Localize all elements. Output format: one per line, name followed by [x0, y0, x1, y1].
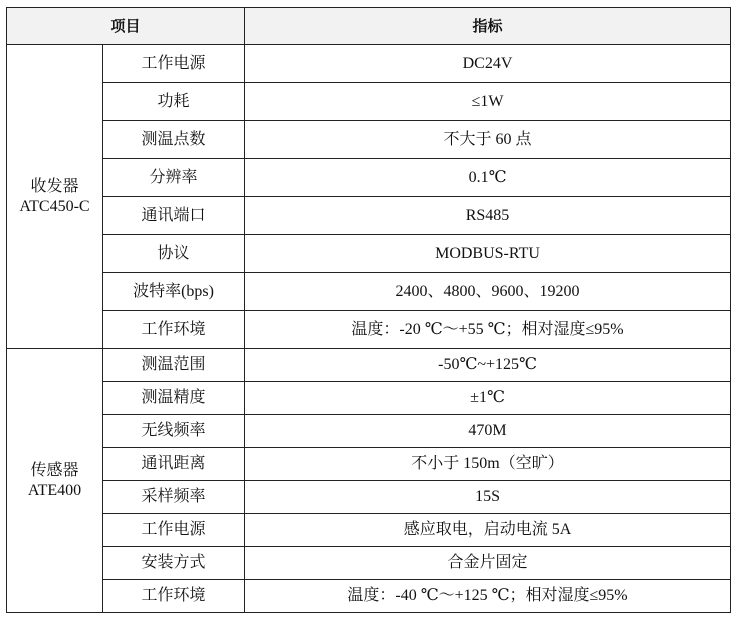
value-cell: 感应取电，启动电流 5A	[245, 514, 731, 547]
value-cell: -50℃~+125℃	[245, 349, 731, 382]
param-cell: 工作电源	[103, 514, 245, 547]
table-row	[7, 83, 731, 121]
table-row	[7, 235, 731, 273]
header-item: 项目	[7, 8, 245, 45]
param-cell: 分辨率	[103, 159, 245, 197]
value-cell: 0.1℃	[245, 159, 731, 197]
param-cell: 通讯端口	[103, 197, 245, 235]
value-cell: DC24V	[245, 45, 731, 83]
value-cell: 不大于 60 点	[245, 121, 731, 159]
table-row	[7, 121, 731, 159]
param-cell: 波特率(bps)	[103, 273, 245, 311]
table-row	[7, 197, 731, 235]
value-cell: 不小于 150m（空旷）	[245, 448, 731, 481]
table-row	[7, 311, 731, 349]
param-cell: 无线频率	[103, 415, 245, 448]
value-cell: 470M	[245, 415, 731, 448]
table-row	[7, 514, 731, 547]
param-cell: 协议	[103, 235, 245, 273]
group-model: ATE400	[27, 481, 82, 499]
table-row	[7, 273, 731, 311]
header-row	[7, 8, 731, 45]
param-cell: 安装方式	[103, 547, 245, 580]
param-cell: 工作环境	[103, 311, 245, 349]
value-cell: ≤1W	[245, 83, 731, 121]
value-cell: 15S	[245, 481, 731, 514]
table-row	[7, 349, 731, 382]
table-row	[7, 382, 731, 415]
value-cell: 2400、4800、9600、19200	[245, 273, 731, 311]
group-model: ATC450-C	[19, 197, 90, 215]
param-cell: 工作电源	[103, 45, 245, 83]
table-row	[7, 45, 731, 83]
table-row	[7, 415, 731, 448]
value-cell: RS485	[245, 197, 731, 235]
value-cell: 温度：-20 ℃～+55 ℃；相对湿度≤95%	[245, 311, 731, 349]
param-cell: 采样频率	[103, 481, 245, 514]
group-name: 传感器	[30, 461, 79, 479]
value-cell: 温度：-40 ℃～+125 ℃；相对湿度≤95%	[245, 580, 731, 613]
value-cell: MODBUS-RTU	[245, 235, 731, 273]
header-spec: 指标	[245, 8, 731, 45]
param-cell: 测温点数	[103, 121, 245, 159]
group-sensor	[7, 349, 103, 613]
param-cell: 工作环境	[103, 580, 245, 613]
spec-table	[6, 7, 731, 613]
param-cell: 测温精度	[103, 382, 245, 415]
table-row	[7, 481, 731, 514]
param-cell: 功耗	[103, 83, 245, 121]
param-cell: 测温范围	[103, 349, 245, 382]
param-cell: 通讯距离	[103, 448, 245, 481]
group-name: 收发器	[30, 177, 79, 195]
value-cell: ±1℃	[245, 382, 731, 415]
table-row	[7, 547, 731, 580]
table-row	[7, 159, 731, 197]
value-cell: 合金片固定	[245, 547, 731, 580]
table-row	[7, 580, 731, 613]
table-row	[7, 448, 731, 481]
group-transceiver	[7, 45, 103, 349]
